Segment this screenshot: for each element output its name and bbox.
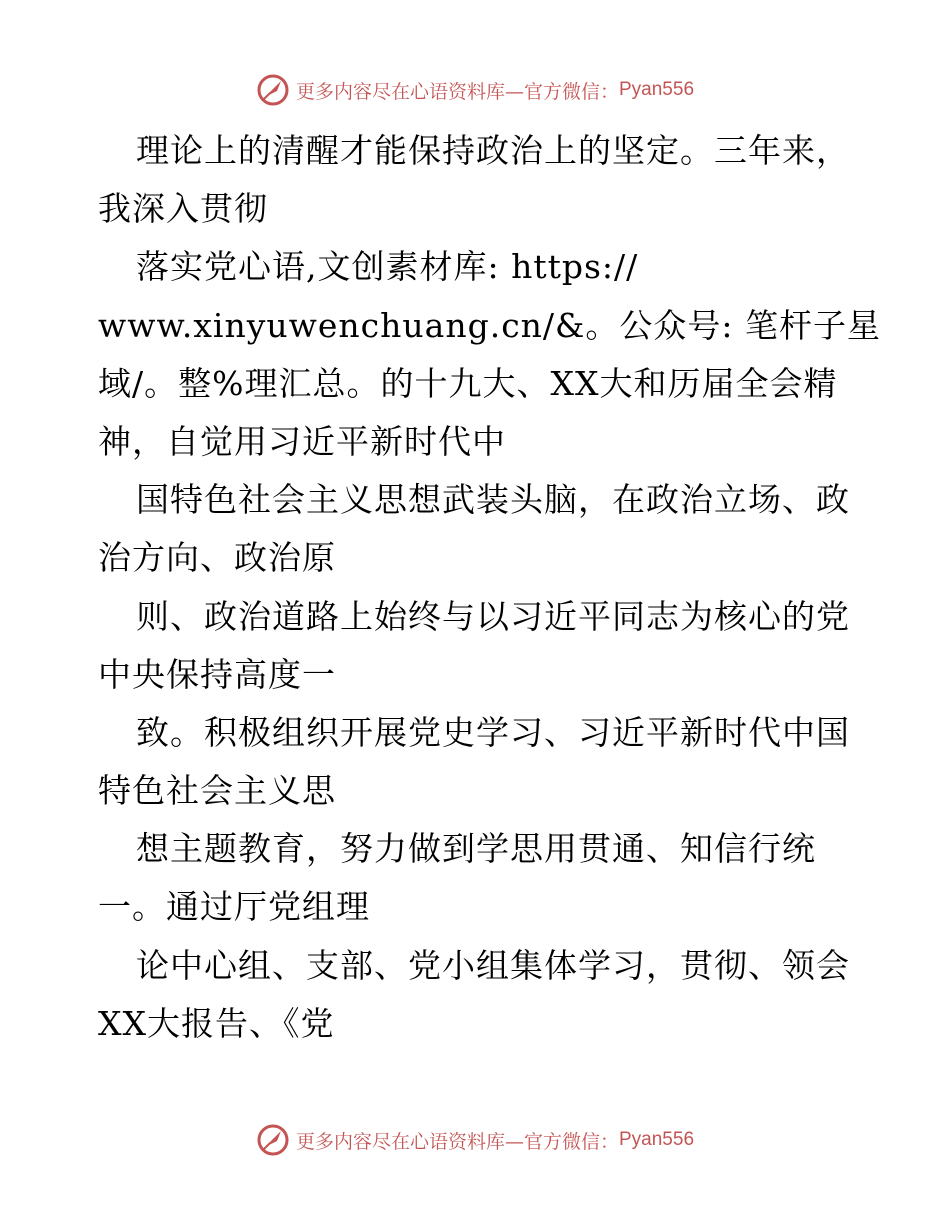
footer-banner-text: 更多内容尽在心语资料库—官方微信：: [295, 1130, 619, 1153]
footer-wechat-id: Pyan556: [619, 1129, 695, 1150]
text-line: 论中心组、支部、党小组集体学习，贯彻、领会: [136, 945, 850, 985]
text-line: 想主题教育，努力做到学思用贯通、知信行统: [136, 829, 816, 869]
header-banner-text: 更多内容尽在心语资料库—官方微信：: [295, 80, 619, 103]
text-line: 一。通过厅党组理: [98, 887, 370, 927]
quill-logo-icon: [256, 73, 290, 107]
text-line: 域/。整%理汇总。的十九大、XX大和历届全会精: [98, 363, 838, 403]
text-line: 中央保持高度一: [98, 654, 336, 694]
document-body: [98, 122, 882, 1053]
text-line: 则、政治道路上始终与以习近平同志为核心的党: [136, 596, 850, 636]
header-wechat-id: Pyan556: [619, 79, 695, 100]
text-line: 神，自觉用习近平新时代中: [98, 421, 506, 461]
footer-banner: [0, 1120, 950, 1160]
text-line: 治方向、政治原: [98, 538, 336, 578]
text-line: XX大报告、《党: [98, 1003, 335, 1043]
text-line: 国特色社会主义思想武装头脑，在政治立场、政: [136, 480, 850, 520]
text-line: 理论上的清醒才能保持政治上的坚定。三年来，: [136, 131, 850, 170]
text-line: 落实党心语,文创素材库: https://: [136, 247, 639, 287]
text-line: 特色社会主义思: [98, 771, 336, 811]
text-line: www.xinyuwenchuang.cn/&。公众号: 笔杆子星: [98, 305, 882, 345]
text-line: 致。积极组织开展党史学习、习近平新时代中国: [136, 712, 850, 752]
quill-logo-icon: [256, 1123, 290, 1157]
text-line: 我深入贯彻: [98, 189, 268, 229]
header-banner: [0, 70, 950, 110]
